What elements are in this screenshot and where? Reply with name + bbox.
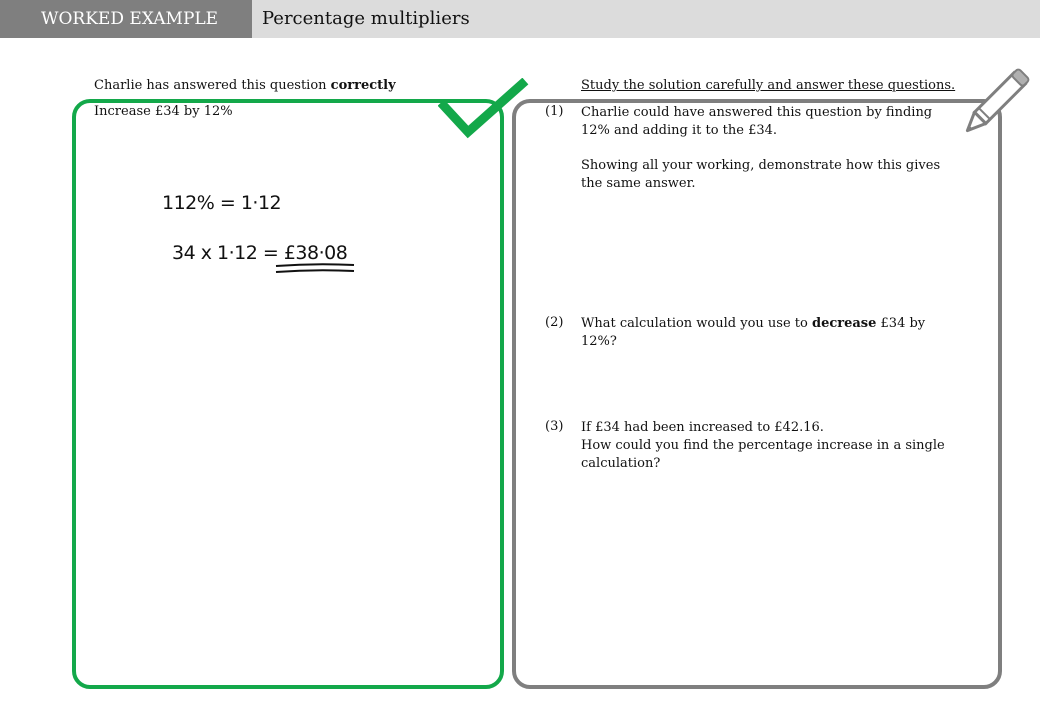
header-bar: [0, 0, 1040, 38]
page-title: Percentage multipliers: [262, 8, 470, 29]
question-3-line-2: How could you find the percentage increase in a single calculation?: [581, 438, 945, 471]
working-answer: £38·08: [283, 242, 348, 264]
left-intro: [94, 78, 396, 93]
worked-example-panel: [72, 99, 504, 689]
working-line-1: 112% = 1·12: [162, 192, 282, 214]
left-intro-bold: correctly: [330, 78, 396, 93]
header-tag: WORKED EXAMPLE: [0, 0, 252, 38]
question-2-text: [581, 315, 951, 351]
right-intro: Study the solution carefully and answer these questions.: [581, 78, 956, 93]
question-2-number: (2): [545, 315, 564, 330]
left-intro-prefix: Charlie has answered this question: [94, 78, 331, 93]
question-2-suffix: £34 by 12%?: [581, 316, 926, 349]
pencil-icon: [950, 60, 1040, 146]
question-3-text: [581, 419, 951, 473]
question-1-number: (1): [545, 104, 564, 119]
working-line-2-prefix: 34 x 1·12 =: [172, 242, 284, 264]
check-icon: [438, 78, 530, 148]
question-3-number: (3): [545, 419, 564, 434]
question-2-bold: decrease: [811, 316, 877, 331]
question-2-prefix: What calculation would you use to: [581, 316, 812, 331]
working-line-2: [172, 242, 347, 264]
example-question: Increase £34 by 12%: [94, 104, 233, 119]
answer-double-underline: [270, 262, 360, 276]
question-1-text-2: Showing all your working, demonstrate how this gives the same answer.: [581, 158, 941, 191]
question-1-text: Charlie could have answered this question by finding 12% and adding it to the £34.: [581, 105, 933, 138]
question-3-line-1: If £34 had been increased to £42.16.: [581, 420, 824, 435]
